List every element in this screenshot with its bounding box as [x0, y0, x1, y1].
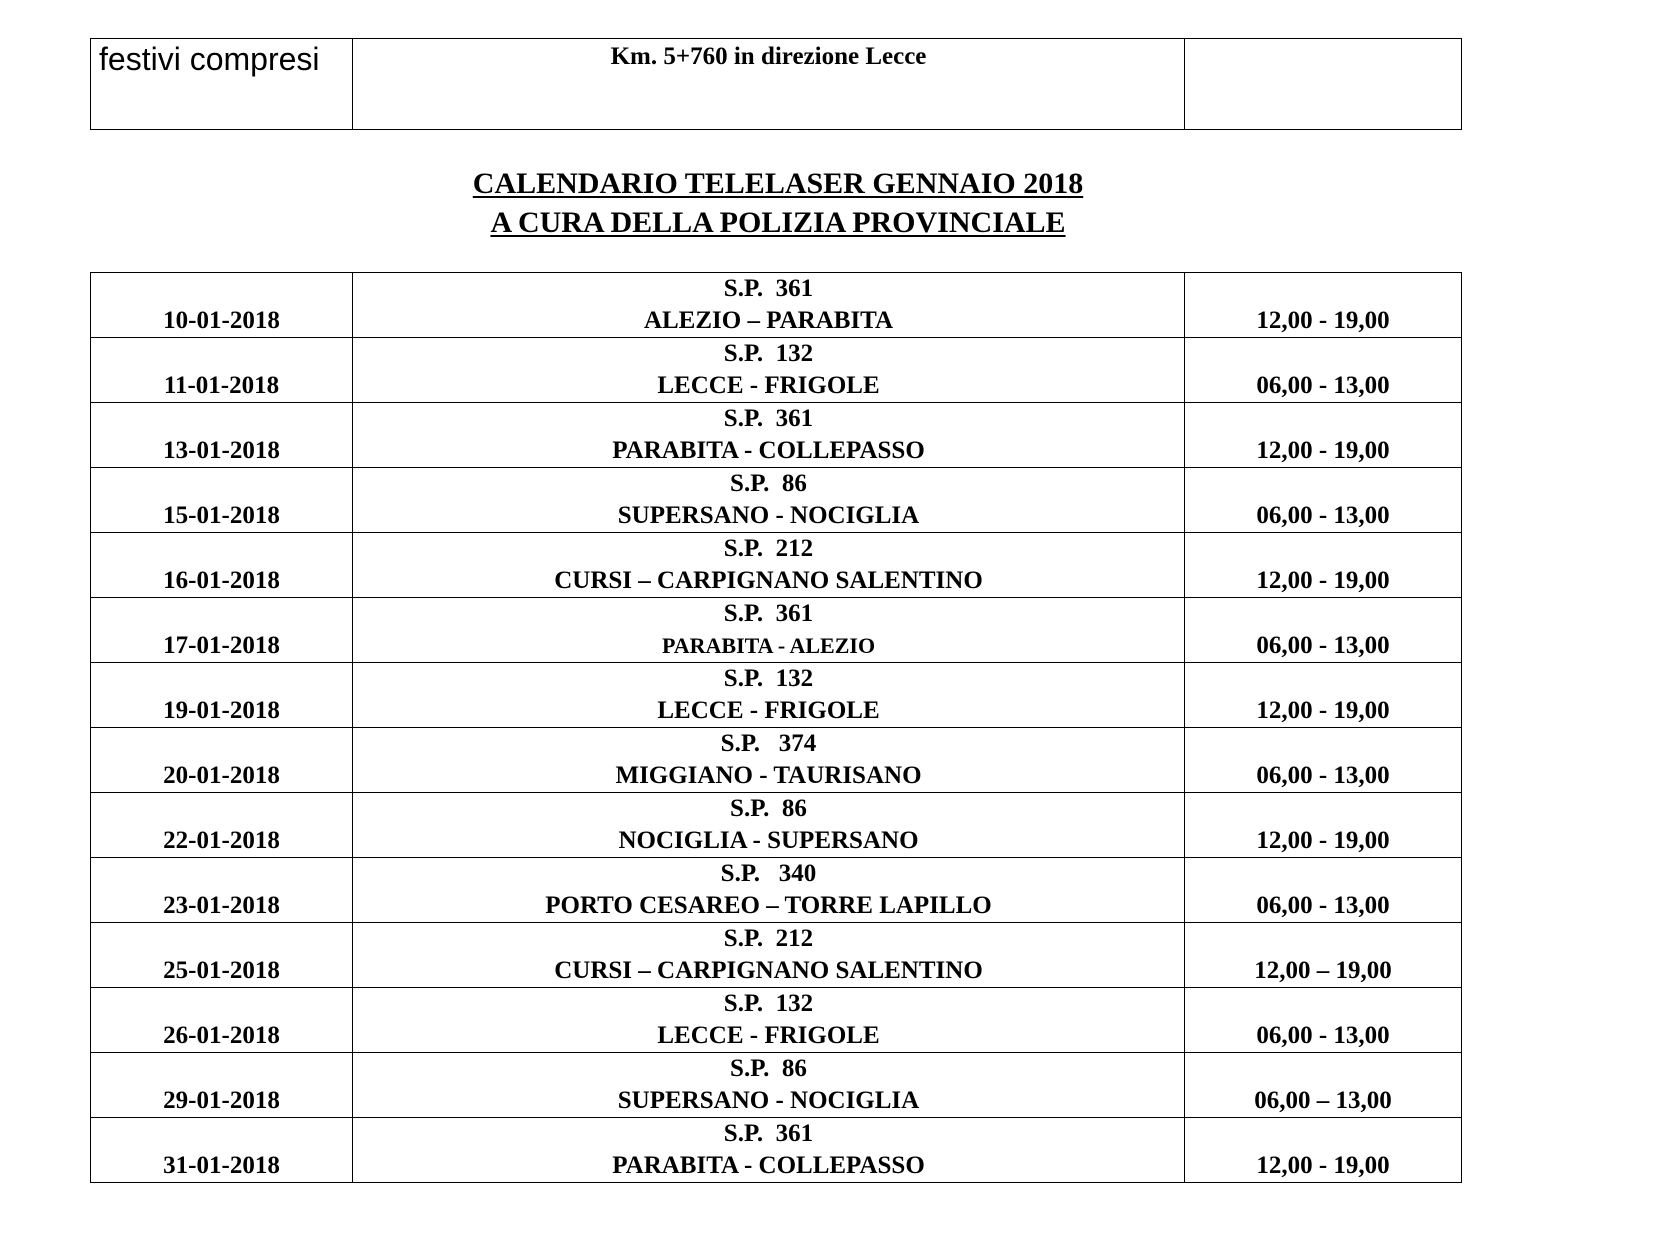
date-cell: 17-01-2018 — [91, 598, 353, 663]
table-row — [91, 338, 1462, 403]
table-row — [91, 793, 1462, 858]
time-cell: 06,00 - 13,00 — [1185, 988, 1462, 1053]
route-name: PARABITA - COLLEPASSO — [612, 437, 925, 464]
page-heading — [0, 164, 1556, 242]
date-cell: 31-01-2018 — [91, 1118, 353, 1183]
road-number: S.P. 212 — [723, 925, 814, 952]
date-cell: 13-01-2018 — [91, 403, 353, 468]
route-name: LECCE - FRIGOLE — [657, 1022, 880, 1049]
table-row — [91, 858, 1462, 923]
road-cell — [353, 468, 1185, 533]
date-cell: 22-01-2018 — [91, 793, 353, 858]
table-row — [91, 468, 1462, 533]
heading-line-2: A CURA DELLA POLIZIA PROVINCIALE — [490, 206, 1066, 239]
date-cell: 20-01-2018 — [91, 728, 353, 793]
road-number: S.P. 340 — [720, 860, 817, 887]
time-cell: 12,00 - 19,00 — [1185, 533, 1462, 598]
time-cell: 12,00 - 19,00 — [1185, 1118, 1462, 1183]
road-cell — [353, 338, 1185, 403]
route-name: SUPERSANO - NOCIGLIA — [617, 502, 920, 529]
table-row — [91, 728, 1462, 793]
schedule-body — [91, 273, 1462, 1183]
route-name: NOCIGLIA - SUPERSANO — [618, 827, 919, 854]
top-table-row — [91, 39, 1462, 130]
date-cell: 19-01-2018 — [91, 663, 353, 728]
time-cell: 06,00 - 13,00 — [1185, 858, 1462, 923]
road-cell — [353, 1118, 1185, 1183]
time-cell: 12,00 - 19,00 — [1185, 793, 1462, 858]
route-name: CURSI – CARPIGNANO SALENTINO — [554, 567, 983, 594]
date-cell: 29-01-2018 — [91, 1053, 353, 1118]
top-left-cell: festivi compresi — [91, 39, 353, 130]
road-cell — [353, 793, 1185, 858]
road-cell — [353, 663, 1185, 728]
road-number: S.P. 132 — [723, 340, 814, 367]
road-number: S.P. 86 — [730, 795, 807, 822]
table-row — [91, 923, 1462, 988]
road-number: S.P. 132 — [723, 990, 814, 1017]
table-row — [91, 988, 1462, 1053]
road-cell — [353, 923, 1185, 988]
top-middle-cell: Km. 5+760 in direzione Lecce — [353, 39, 1185, 130]
road-cell — [353, 533, 1185, 598]
road-number: S.P. 361 — [723, 600, 814, 627]
time-cell: 06,00 - 13,00 — [1185, 728, 1462, 793]
route-name: ALEZIO – PARABITA — [643, 307, 894, 334]
road-number: S.P. 361 — [723, 1120, 814, 1147]
heading-line-1: CALENDARIO TELELASER GENNAIO 2018 — [472, 167, 1084, 200]
time-cell: 12,00 - 19,00 — [1185, 273, 1462, 338]
road-cell — [353, 598, 1185, 663]
road-number: S.P. 361 — [723, 275, 814, 302]
time-cell: 12,00 – 19,00 — [1185, 923, 1462, 988]
road-number: S.P. 212 — [723, 535, 814, 562]
road-cell — [353, 403, 1185, 468]
schedule-table — [90, 272, 1462, 1183]
time-cell: 06,00 – 13,00 — [1185, 1053, 1462, 1118]
road-number: S.P. 86 — [730, 470, 807, 497]
route-name: LECCE - FRIGOLE — [657, 697, 880, 724]
table-row — [91, 273, 1462, 338]
date-cell: 10-01-2018 — [91, 273, 353, 338]
route-name: PARABITA - ALEZIO — [661, 633, 876, 658]
date-cell: 25-01-2018 — [91, 923, 353, 988]
route-name: PORTO CESAREO – TORRE LAPILLO — [545, 892, 992, 919]
time-cell: 06,00 - 13,00 — [1185, 468, 1462, 533]
top-right-cell — [1185, 39, 1462, 130]
route-name: MIGGIANO - TAURISANO — [615, 762, 922, 789]
road-number: S.P. 86 — [730, 1055, 807, 1082]
date-cell: 26-01-2018 — [91, 988, 353, 1053]
route-name: LECCE - FRIGOLE — [657, 372, 880, 399]
date-cell: 16-01-2018 — [91, 533, 353, 598]
time-cell: 06,00 - 13,00 — [1185, 598, 1462, 663]
date-cell: 15-01-2018 — [91, 468, 353, 533]
table-row — [91, 598, 1462, 663]
table-row — [91, 533, 1462, 598]
road-cell — [353, 988, 1185, 1053]
road-cell — [353, 1053, 1185, 1118]
table-row — [91, 663, 1462, 728]
time-cell: 06,00 - 13,00 — [1185, 338, 1462, 403]
time-cell: 12,00 - 19,00 — [1185, 663, 1462, 728]
road-number: S.P. 374 — [720, 730, 817, 757]
route-name: CURSI – CARPIGNANO SALENTINO — [554, 957, 983, 984]
table-row — [91, 1053, 1462, 1118]
road-cell — [353, 728, 1185, 793]
route-name: SUPERSANO - NOCIGLIA — [617, 1087, 920, 1114]
date-cell: 11-01-2018 — [91, 338, 353, 403]
top-table-fragment — [90, 38, 1462, 130]
table-row — [91, 1118, 1462, 1183]
road-cell — [353, 858, 1185, 923]
road-number: S.P. 132 — [723, 665, 814, 692]
date-cell: 23-01-2018 — [91, 858, 353, 923]
table-row — [91, 403, 1462, 468]
route-name: PARABITA - COLLEPASSO — [612, 1152, 925, 1179]
road-number: S.P. 361 — [723, 405, 814, 432]
road-cell — [353, 273, 1185, 338]
time-cell: 12,00 - 19,00 — [1185, 403, 1462, 468]
